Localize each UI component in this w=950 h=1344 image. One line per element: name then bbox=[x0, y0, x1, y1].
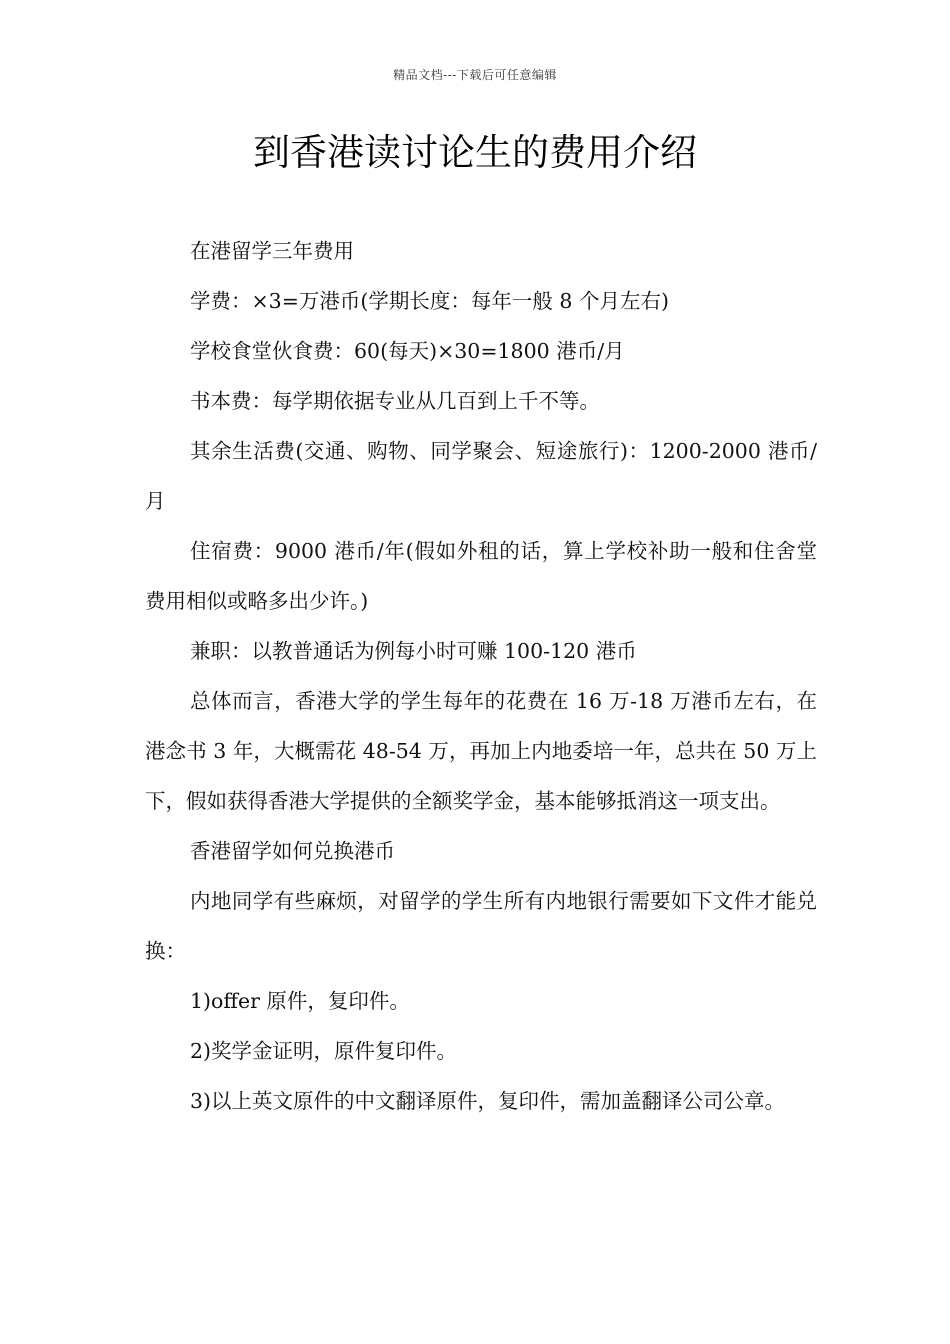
paragraph-summary: 总体而言，香港大学的学生每年的花费在 16 万-18 万港币左右，在港念书 3 年，大概需花 48-54 万，再加上内地委培一年，总共在 50 万上下，假如获得香港大学提供的全额奖学金，基本能够抵消这一项支出。 bbox=[145, 689, 817, 813]
document-title: 到香港读讨论生的费用介绍 bbox=[253, 131, 697, 174]
paragraph-exchange-docs: 内地同学有些麻烦，对留学的学生所有内地银行需要如下文件才能兑换： bbox=[145, 889, 817, 963]
paragraph-cost-heading: 在港留学三年费用 bbox=[190, 239, 354, 263]
paragraph-books: 书本费：每学期依据专业从几百到上千不等。 bbox=[190, 389, 600, 413]
paragraph-exchange-heading: 香港留学如何兑换港币 bbox=[190, 839, 395, 863]
paragraph-accommodation: 住宿费：9000 港币/年(假如外租的话，算上学校补助一般和住舍堂费用相似或略多出少许。) bbox=[145, 539, 817, 613]
paragraph-item-translation: 3)以上英文原件的中文翻译原件，复印件，需加盖翻译公司公章。 bbox=[190, 1089, 786, 1113]
header-note: 精品文档---下载后可任意编辑 bbox=[393, 68, 557, 82]
document-body bbox=[145, 226, 817, 1126]
paragraph-living-expenses: 其余生活费(交通、购物、同学聚会、短途旅行)：1200-2000 港币/月 bbox=[145, 439, 817, 513]
paragraph-meals: 学校食堂伙食费：60(每天)×30=1800 港币/月 bbox=[190, 339, 625, 363]
paragraph-item-offer: 1)offer 原件，复印件。 bbox=[190, 989, 410, 1013]
paragraph-item-scholarship: 2)奖学金证明，原件复印件。 bbox=[190, 1039, 458, 1063]
paragraph-part-time: 兼职：以教普通话为例每小时可赚 100-120 港币 bbox=[190, 639, 637, 663]
paragraph-tuition: 学费：×3=万港币(学期长度：每年一般 8 个月左右) bbox=[190, 289, 669, 313]
